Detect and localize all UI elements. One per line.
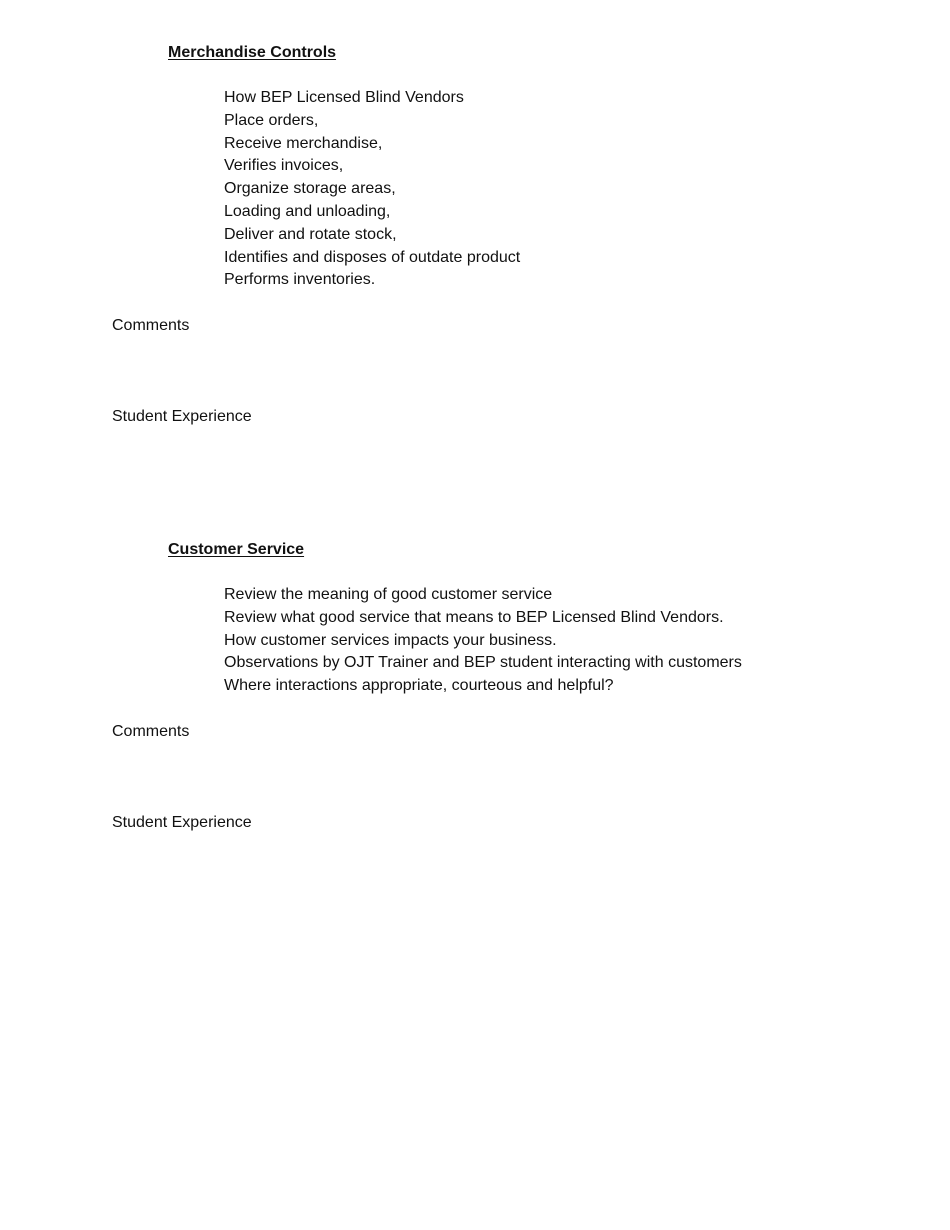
list-item: Identifies and disposes of outdate product bbox=[224, 248, 521, 266]
merchandise-controls-list bbox=[224, 87, 520, 292]
list-item: Performs inventories. bbox=[224, 271, 376, 289]
section-heading-merchandise-controls: Merchandise Controls bbox=[168, 44, 337, 61]
list-item: Observations by OJT Trainer and BEP student interacting with customers bbox=[224, 654, 742, 672]
list-item: Place orders, bbox=[224, 111, 319, 129]
list-item: Review the meaning of good customer service bbox=[224, 586, 553, 603]
list-item: Where interactions appropriate, courteous and helpful? bbox=[224, 677, 614, 695]
list-item: Verifies invoices, bbox=[224, 157, 344, 175]
list-item: How BEP Licensed Blind Vendors bbox=[224, 89, 464, 106]
list-item: Review what good service that means to BEP Licensed Blind Vendors. bbox=[224, 608, 724, 626]
customer-service-list bbox=[224, 584, 742, 698]
comments-label: Comments bbox=[112, 723, 190, 740]
student-experience-label: Student Experience bbox=[112, 814, 252, 831]
student-experience-label: Student Experience bbox=[112, 408, 252, 425]
comments-label: Comments bbox=[112, 317, 190, 334]
list-item: Deliver and rotate stock, bbox=[224, 225, 397, 243]
section-heading-customer-service: Customer Service bbox=[168, 541, 305, 558]
list-item: Loading and unloading, bbox=[224, 202, 391, 220]
list-item: How customer services impacts your business. bbox=[224, 631, 557, 649]
list-item: Receive merchandise, bbox=[224, 134, 383, 152]
list-item: Organize storage areas, bbox=[224, 180, 396, 198]
